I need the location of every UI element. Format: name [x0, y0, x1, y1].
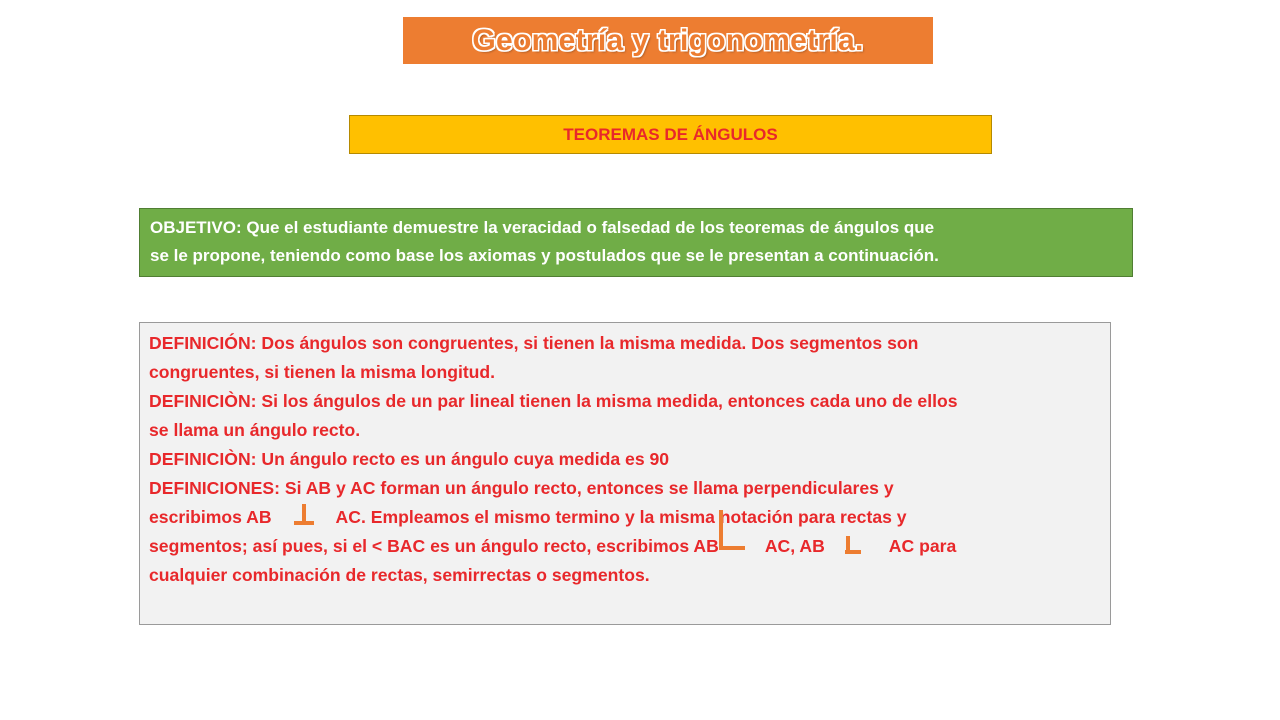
objective-line-1: OBJETIVO: Que el estudiante demuestre la veracidad o falsedad de los teoremas de ángulos que — [150, 218, 935, 237]
definition-line-2: congruentes, si tienen la misma longitud. — [149, 362, 496, 382]
objective-box — [139, 208, 1133, 277]
section-subtitle: TEOREMAS DE ÁNGULOS — [563, 124, 778, 144]
perpendicular-symbol-icon — [290, 509, 318, 523]
definitions-box — [139, 322, 1111, 625]
objective-line-2: se le propone, teniendo como base los axiomas y postulados que se le presentan a continuación. — [150, 246, 939, 265]
definition-text: segmentos; así pues, si el < BAC es un ángulo recto, escribimos AB — [149, 536, 719, 556]
page-title: Geometría y trigonometría. — [472, 23, 864, 57]
definition-line-4: se llama un ángulo recto. — [149, 420, 361, 440]
definition-line-3: DEFINICIÒN: Si los ángulos de un par lineal tienen la misma medida, entonces cada uno de ellos — [149, 391, 958, 411]
definition-text: AC, AB — [764, 536, 825, 556]
definition-line-6: DEFINICIONES: Si AB y AC forman un ángulo recto, entonces se llama perpendiculares y — [149, 478, 894, 498]
title-banner — [403, 17, 933, 64]
definition-text: escribimos AB — [149, 507, 272, 527]
subtitle-banner — [349, 115, 992, 154]
definition-text: AC. Empleamos el mismo termino y la misma notación para rectas y — [335, 507, 907, 527]
definition-line-1: DEFINICIÓN: Dos ángulos son congruentes, si tienen la misma medida. Dos segmentos son — [149, 333, 919, 353]
definition-line-5: DEFINICIÒN: Un ángulo recto es un ángulo cuya medida es 90 — [149, 449, 670, 469]
perpendicular-symbol-icon — [719, 538, 747, 552]
definition-line-9: cualquier combinación de rectas, semirrectas o segmentos. — [149, 565, 650, 585]
perpendicular-symbol-icon — [843, 538, 871, 552]
definition-line-7 — [149, 503, 1101, 532]
definition-text: AC para — [888, 536, 957, 556]
definition-line-8 — [149, 532, 1101, 561]
